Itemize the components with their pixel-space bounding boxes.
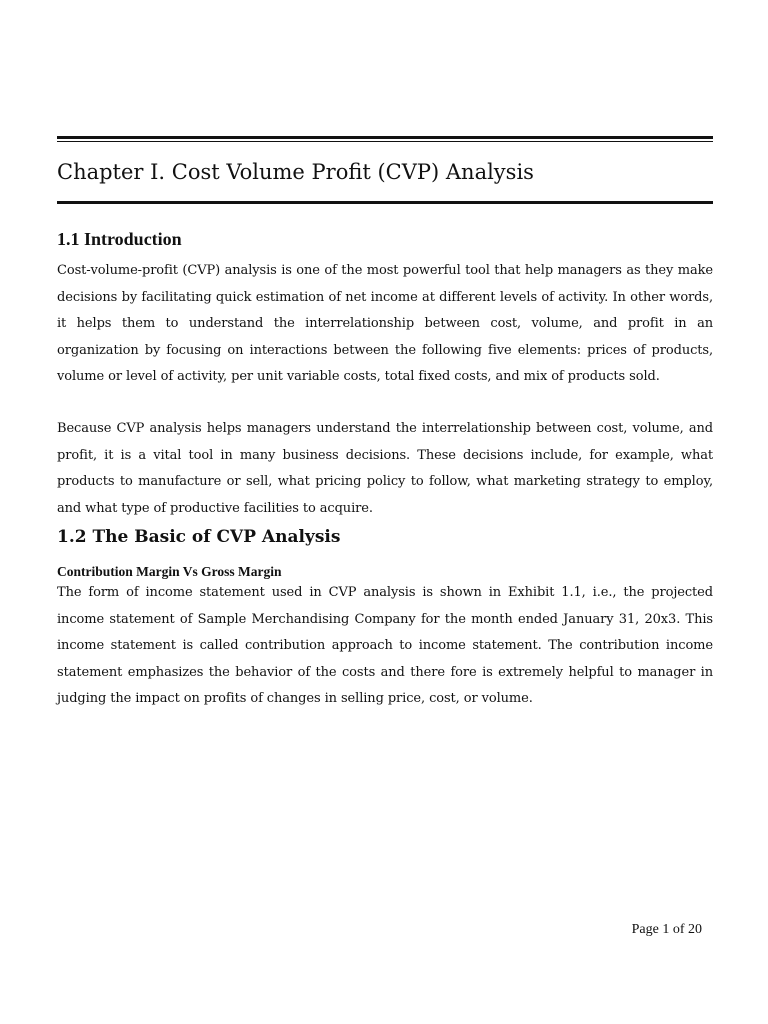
header-rule-thin: [57, 141, 713, 142]
page-number: Page 1 of 20: [631, 922, 702, 937]
title-underline-rule: [57, 201, 713, 204]
header-rule-thick: [57, 136, 713, 139]
section-heading-basic-cvp: 1.2 The Basic of CVP Analysis: [57, 527, 341, 547]
chapter-title: Chapter I. Cost Volume Profit (CVP) Analysis: [57, 160, 534, 184]
intro-paragraph-2: Because CVP analysis helps managers understand the interrelationship between cost, volume, and profit, it is a vital tool in many business decisions. These decisions include, for example, what products to manufacture or sell, what pricing policy to follow, what marketing strategy to employ, and what type of productive facilities to acquire.: [57, 421, 713, 516]
intro-paragraph-1: Cost-volume-profit (CVP) analysis is one of the most powerful tool that help managers as they make decisions by facilitating quick estimation of net income at different levels of activity. In other words, it helps them to understand the interrelationship between cost, volume, and profit in an organization by focusing on interactions between the following five elements: prices of products, volume or level of activity, per unit variable costs, total fixed costs, and mix of products sold.: [57, 263, 713, 385]
subheading-contribution-margin: Contribution Margin Vs Gross Margin: [57, 564, 282, 579]
basic-cvp-paragraph: The form of income statement used in CVP analysis is shown in Exhibit 1.1, i.e., the projected income statement of Sample Merchandising Company for the month ended January 31, 20x3. This income statement is called contribution approach to income statement. The contribution income statement emphasizes the behavior of the costs and there fore is extremely helpful to manager in judging the impact on profits of changes in selling price, cost, or volume.: [57, 585, 713, 707]
section-heading-introduction: 1.1 Introduction: [57, 229, 182, 249]
